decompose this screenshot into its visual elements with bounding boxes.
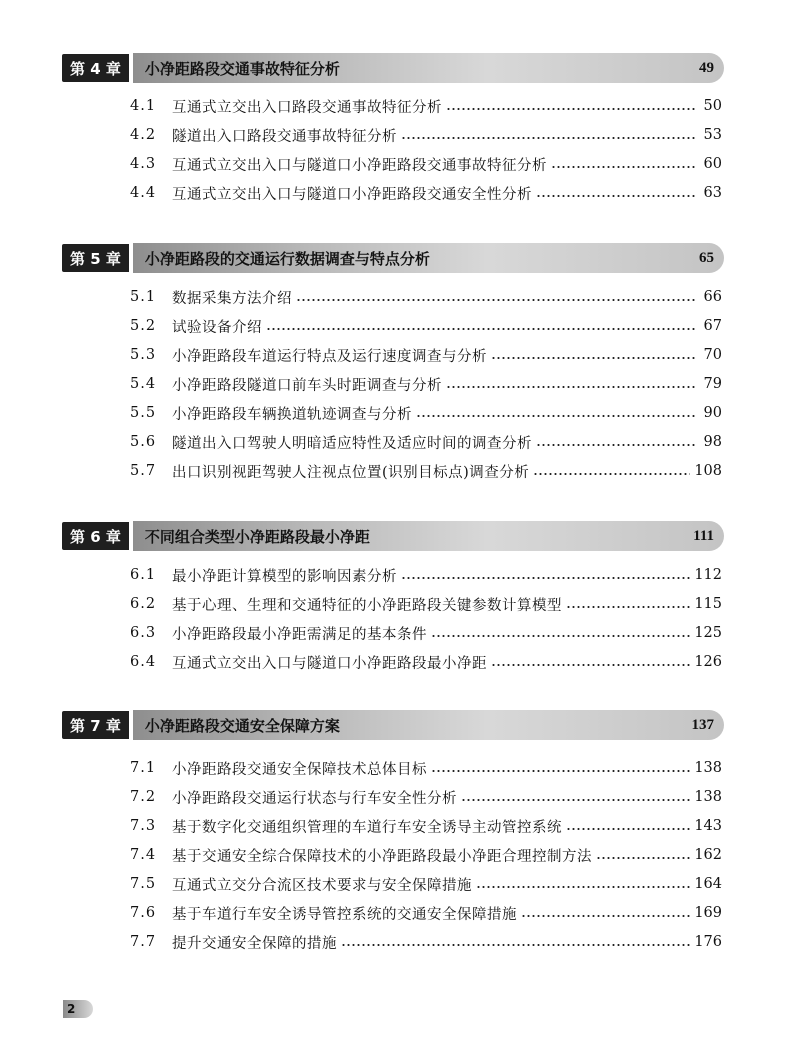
entry-number: 5.3 xyxy=(130,347,157,363)
dot-leader xyxy=(446,108,696,110)
entry-page: 169 xyxy=(694,905,722,921)
entry-title: 隧道出入口驾驶人明暗适应特性及适应时间的调查分析 xyxy=(172,435,532,452)
chapter-header-5 xyxy=(62,242,724,274)
chapter-title: 小净距路段交通安全保障方案 xyxy=(144,716,340,735)
entry-page: 60 xyxy=(703,156,722,172)
entry-page: 162 xyxy=(694,847,722,863)
dot-leader xyxy=(341,944,690,946)
toc-entry[interactable] xyxy=(130,153,722,175)
chapter-label: 第 7 章 xyxy=(62,711,129,739)
entry-title: 小净距路段车辆换道轨迹调查与分析 xyxy=(172,406,412,423)
dot-leader xyxy=(266,328,696,330)
entry-number: 7.1 xyxy=(130,760,157,776)
entry-page: 112 xyxy=(694,567,722,583)
chapter-label: 第 4 章 xyxy=(62,54,129,82)
entry-title: 互通式立交出入口路段交通事故特征分析 xyxy=(172,99,442,116)
entry-title: 互通式立交出入口与隧道口小净距路段最小净距 xyxy=(172,655,487,672)
toc-entry[interactable] xyxy=(130,622,722,644)
entry-title: 互通式立交出入口与隧道口小净距路段交通事故特征分析 xyxy=(172,157,547,174)
entry-number: 4.2 xyxy=(130,127,157,143)
entry-page: 125 xyxy=(694,625,722,641)
entry-title: 小净距路段最小净距需满足的基本条件 xyxy=(172,626,427,643)
entry-title: 小净距路段交通安全保障技术总体目标 xyxy=(172,761,427,778)
entry-number: 7.2 xyxy=(130,789,157,805)
dot-leader xyxy=(551,166,696,168)
chapter-title-bar xyxy=(133,243,724,273)
entry-title: 小净距路段交通运行状态与行车安全性分析 xyxy=(172,790,457,807)
toc-entry[interactable] xyxy=(130,902,722,924)
entry-page: 70 xyxy=(703,347,722,363)
toc-entry[interactable] xyxy=(130,757,722,779)
chapter-title-bar xyxy=(133,521,724,551)
dot-leader xyxy=(566,606,690,608)
dot-leader xyxy=(431,635,690,637)
entry-page: 79 xyxy=(703,376,722,392)
dot-leader xyxy=(461,799,690,801)
chapter-page: 49 xyxy=(699,59,714,76)
toc-entry[interactable] xyxy=(130,124,722,146)
dot-leader xyxy=(536,444,696,446)
entry-page: 66 xyxy=(703,289,722,305)
entry-page: 67 xyxy=(703,318,722,334)
entry-page: 90 xyxy=(703,405,722,421)
chapter-page: 111 xyxy=(693,527,714,544)
entry-title: 试验设备介绍 xyxy=(172,319,262,336)
page-number: 2 xyxy=(63,1000,93,1018)
toc-entry[interactable] xyxy=(130,651,722,673)
entry-title: 基于数字化交通组织管理的车道行车安全诱导主动管控系统 xyxy=(172,819,562,836)
entry-title: 小净距路段车道运行特点及运行速度调查与分析 xyxy=(172,348,487,365)
chapter-header-4 xyxy=(62,52,724,84)
entry-number: 4.4 xyxy=(130,185,157,201)
dot-leader xyxy=(401,137,696,139)
entry-page: 108 xyxy=(694,463,722,479)
chapter-title-bar xyxy=(133,53,724,83)
entry-page: 50 xyxy=(703,98,722,114)
toc-entry[interactable] xyxy=(130,593,722,615)
entry-title: 互通式立交出入口与隧道口小净距路段交通安全性分析 xyxy=(172,186,532,203)
entry-title: 基于车道行车安全诱导管控系统的交通安全保障措施 xyxy=(172,906,517,923)
entry-page: 164 xyxy=(694,876,722,892)
toc-entry[interactable] xyxy=(130,931,722,953)
toc-entry[interactable] xyxy=(130,315,722,337)
entry-number: 7.4 xyxy=(130,847,157,863)
chapter-page: 65 xyxy=(699,249,714,266)
entry-page: 115 xyxy=(694,596,722,612)
dot-leader xyxy=(596,857,690,859)
dot-leader xyxy=(416,415,696,417)
entry-title: 提升交通安全保障的措施 xyxy=(172,935,337,952)
chapter-title: 不同组合类型小净距路段最小净距 xyxy=(144,527,370,546)
dot-leader xyxy=(491,664,690,666)
entry-number: 4.1 xyxy=(130,98,157,114)
entry-number: 7.7 xyxy=(130,934,157,950)
entry-number: 6.3 xyxy=(130,625,157,641)
entry-title: 出口识别视距驾驶人注视点位置(识别目标点)调查分析 xyxy=(172,464,530,481)
toc-entry[interactable] xyxy=(130,460,722,482)
chapter-label: 第 5 章 xyxy=(62,244,129,272)
entry-page: 138 xyxy=(694,789,722,805)
entry-number: 5.6 xyxy=(130,434,157,450)
entry-number: 5.1 xyxy=(130,289,157,305)
dot-leader xyxy=(491,357,696,359)
entry-number: 6.1 xyxy=(130,567,157,583)
chapter-header-6 xyxy=(62,520,724,552)
entry-title: 数据采集方法介绍 xyxy=(172,290,292,307)
entry-page: 138 xyxy=(694,760,722,776)
dot-leader xyxy=(533,473,690,475)
dot-leader xyxy=(296,299,696,301)
entry-number: 6.2 xyxy=(130,596,157,612)
toc-entry[interactable] xyxy=(130,95,722,117)
entry-number: 7.6 xyxy=(130,905,157,921)
toc-entry[interactable] xyxy=(130,844,722,866)
dot-leader xyxy=(446,386,696,388)
entry-number: 7.3 xyxy=(130,818,157,834)
dot-leader xyxy=(476,886,690,888)
entry-title: 最小净距计算模型的影响因素分析 xyxy=(172,568,397,585)
toc-entry[interactable] xyxy=(130,373,722,395)
entry-title: 基于心理、生理和交通特征的小净距路段关键参数计算模型 xyxy=(172,597,562,614)
toc-entry[interactable] xyxy=(130,786,722,808)
dot-leader xyxy=(401,577,690,579)
dot-leader xyxy=(521,915,690,917)
dot-leader xyxy=(536,195,696,197)
chapter-title: 小净距路段的交通运行数据调查与特点分析 xyxy=(144,249,430,268)
entry-title: 基于交通安全综合保障技术的小净距路段最小净距合理控制方法 xyxy=(172,848,592,865)
dot-leader xyxy=(566,828,690,830)
entry-number: 4.3 xyxy=(130,156,157,172)
toc-entry[interactable] xyxy=(130,402,722,424)
entry-title: 隧道出入口路段交通事故特征分析 xyxy=(172,128,397,145)
chapter-title: 小净距路段交通事故特征分析 xyxy=(144,59,340,78)
toc-entry[interactable] xyxy=(130,182,722,204)
dot-leader xyxy=(431,770,690,772)
chapter-title-bar xyxy=(133,710,724,740)
entry-title: 小净距路段隧道口前车头时距调查与分析 xyxy=(172,377,442,394)
entry-number: 6.4 xyxy=(130,654,157,670)
entry-page: 143 xyxy=(694,818,722,834)
entry-title: 互通式立交分合流区技术要求与安全保障措施 xyxy=(172,877,472,894)
entry-number: 5.7 xyxy=(130,463,157,479)
toc-entry[interactable] xyxy=(130,873,722,895)
toc-entry[interactable] xyxy=(130,286,722,308)
toc-entry[interactable] xyxy=(130,431,722,453)
entry-number: 5.2 xyxy=(130,318,157,334)
toc-entry[interactable] xyxy=(130,344,722,366)
entry-page: 126 xyxy=(694,654,722,670)
entry-page: 98 xyxy=(703,434,722,450)
toc-entry[interactable] xyxy=(130,564,722,586)
chapter-page: 137 xyxy=(691,716,714,733)
entry-page: 53 xyxy=(703,127,722,143)
toc-entry[interactable] xyxy=(130,815,722,837)
entry-page: 176 xyxy=(694,934,722,950)
entry-number: 7.5 xyxy=(130,876,157,892)
entry-page: 63 xyxy=(703,185,722,201)
entry-number: 5.4 xyxy=(130,376,157,392)
chapter-header-7 xyxy=(62,709,724,741)
entry-number: 5.5 xyxy=(130,405,157,421)
chapter-label: 第 6 章 xyxy=(62,522,129,550)
